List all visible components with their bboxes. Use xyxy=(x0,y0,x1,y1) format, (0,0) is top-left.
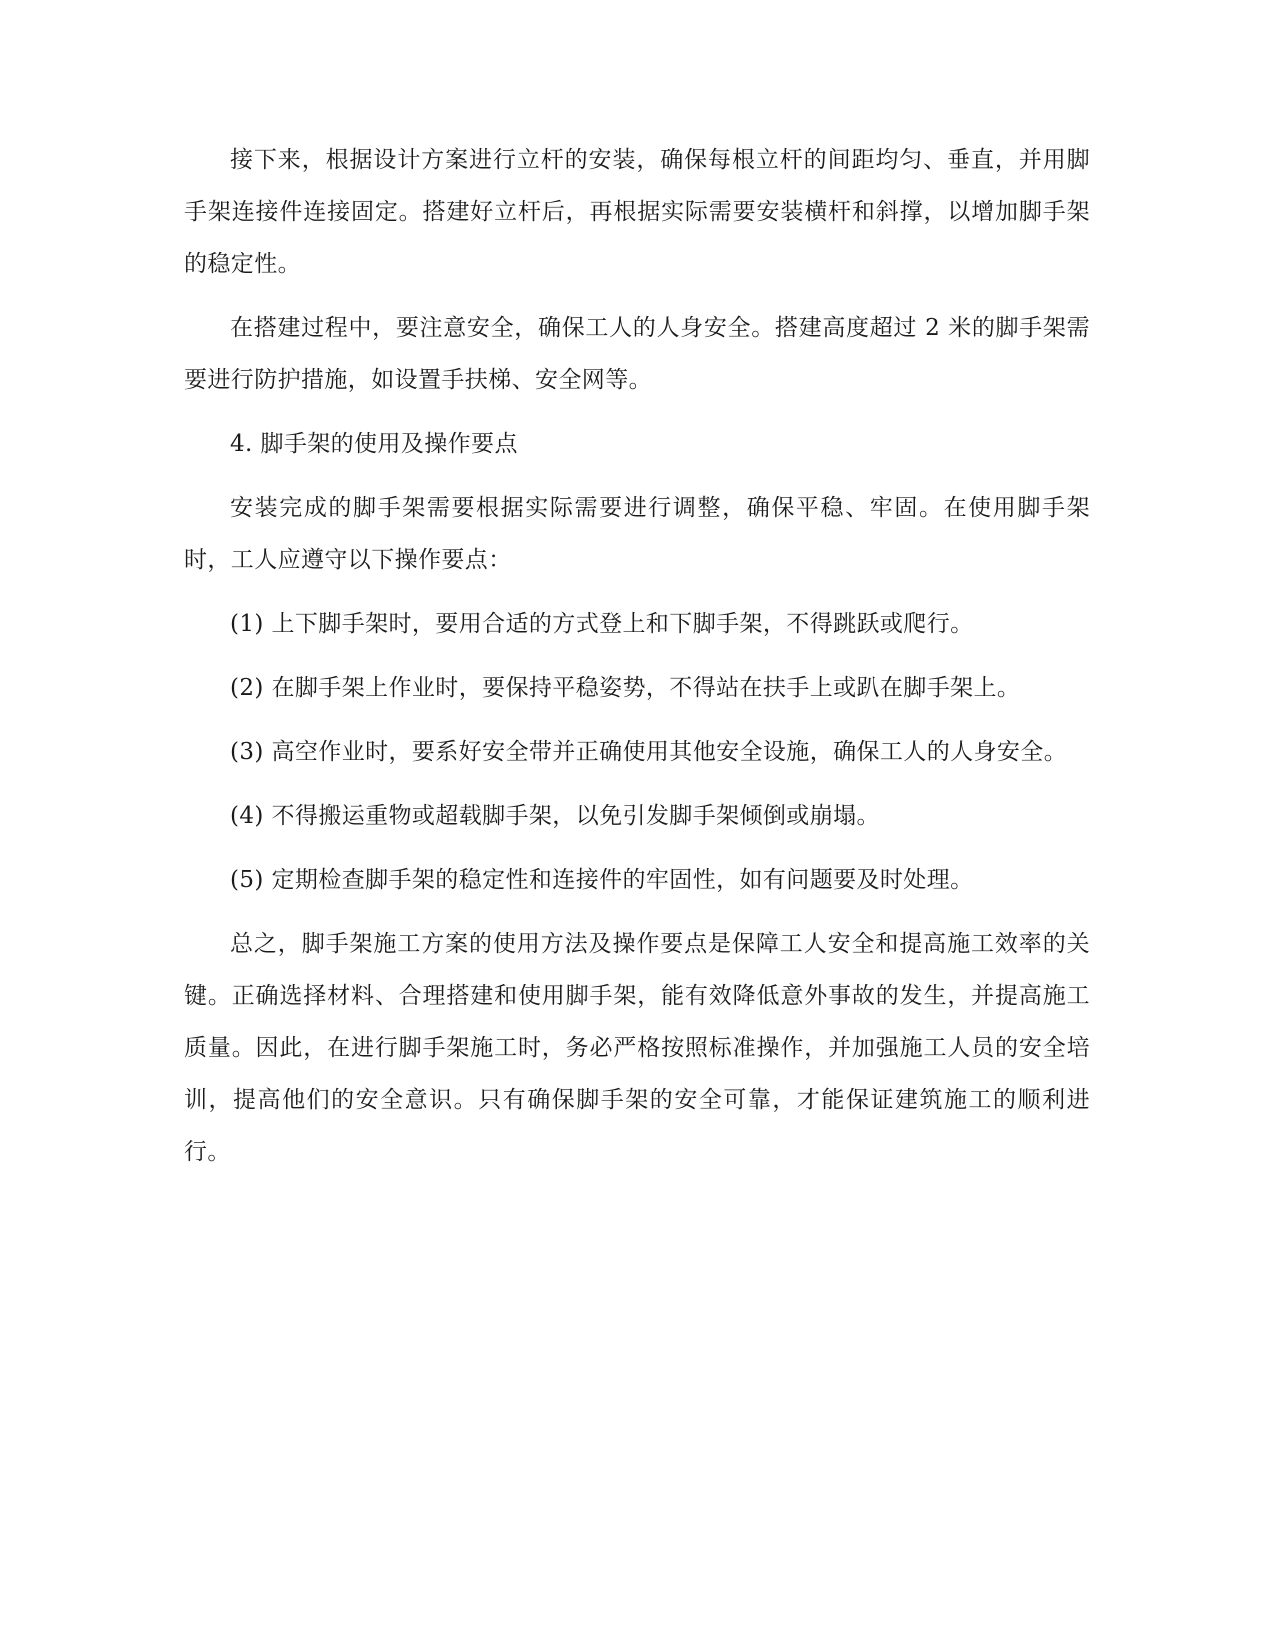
paragraph-install-poles: 接下来，根据设计方案进行立杆的安装，确保每根立杆的间距均匀、垂直，并用脚手架连接件连接固定。搭建好立杆后，再根据实际需要安装横杆和斜撑，以增加脚手架的稳定性。 xyxy=(184,147,1090,277)
section-heading-usage: 4. 脚手架的使用及操作要点 xyxy=(230,431,518,457)
list-item-4: (4) 不得搬运重物或超载脚手架，以免引发脚手架倾倒或崩塌。 xyxy=(230,803,880,829)
list-item-1: (1) 上下脚手架时，要用合适的方式登上和下脚手架，不得跳跃或爬行。 xyxy=(230,611,974,637)
document-body xyxy=(184,134,1090,1190)
list-item-2: (2) 在脚手架上作业时，要保持平稳姿势，不得站在扶手上或趴在脚手架上。 xyxy=(230,675,1021,701)
paragraph-adjustment: 安装完成的脚手架需要根据实际需要进行调整，确保平稳、牢固。在使用脚手架时，工人应遵守以下操作要点： xyxy=(184,495,1090,573)
paragraph-conclusion: 总之，脚手架施工方案的使用方法及操作要点是保障工人安全和提高施工效率的关键。正确选择材料、合理搭建和使用脚手架，能有效降低意外事故的发生，并提高施工质量。因此，在进行脚手架施工时，务必严格按照标准操作，并加强施工人员的安全培训，提高他们的安全意识。只有确保脚手架的安全可靠，才能保证建筑施工的顺利进行。 xyxy=(184,931,1090,1165)
list-item-5: (5) 定期检查脚手架的稳定性和连接件的牢固性，如有问题要及时处理。 xyxy=(230,867,974,893)
list-item-3: (3) 高空作业时，要系好安全带并正确使用其他安全设施，确保工人的人身安全。 xyxy=(230,739,1068,765)
paragraph-safety-during-construction: 在搭建过程中，要注意安全，确保工人的人身安全。搭建高度超过 2 米的脚手架需要进行防护措施，如设置手扶梯、安全网等。 xyxy=(184,315,1090,393)
